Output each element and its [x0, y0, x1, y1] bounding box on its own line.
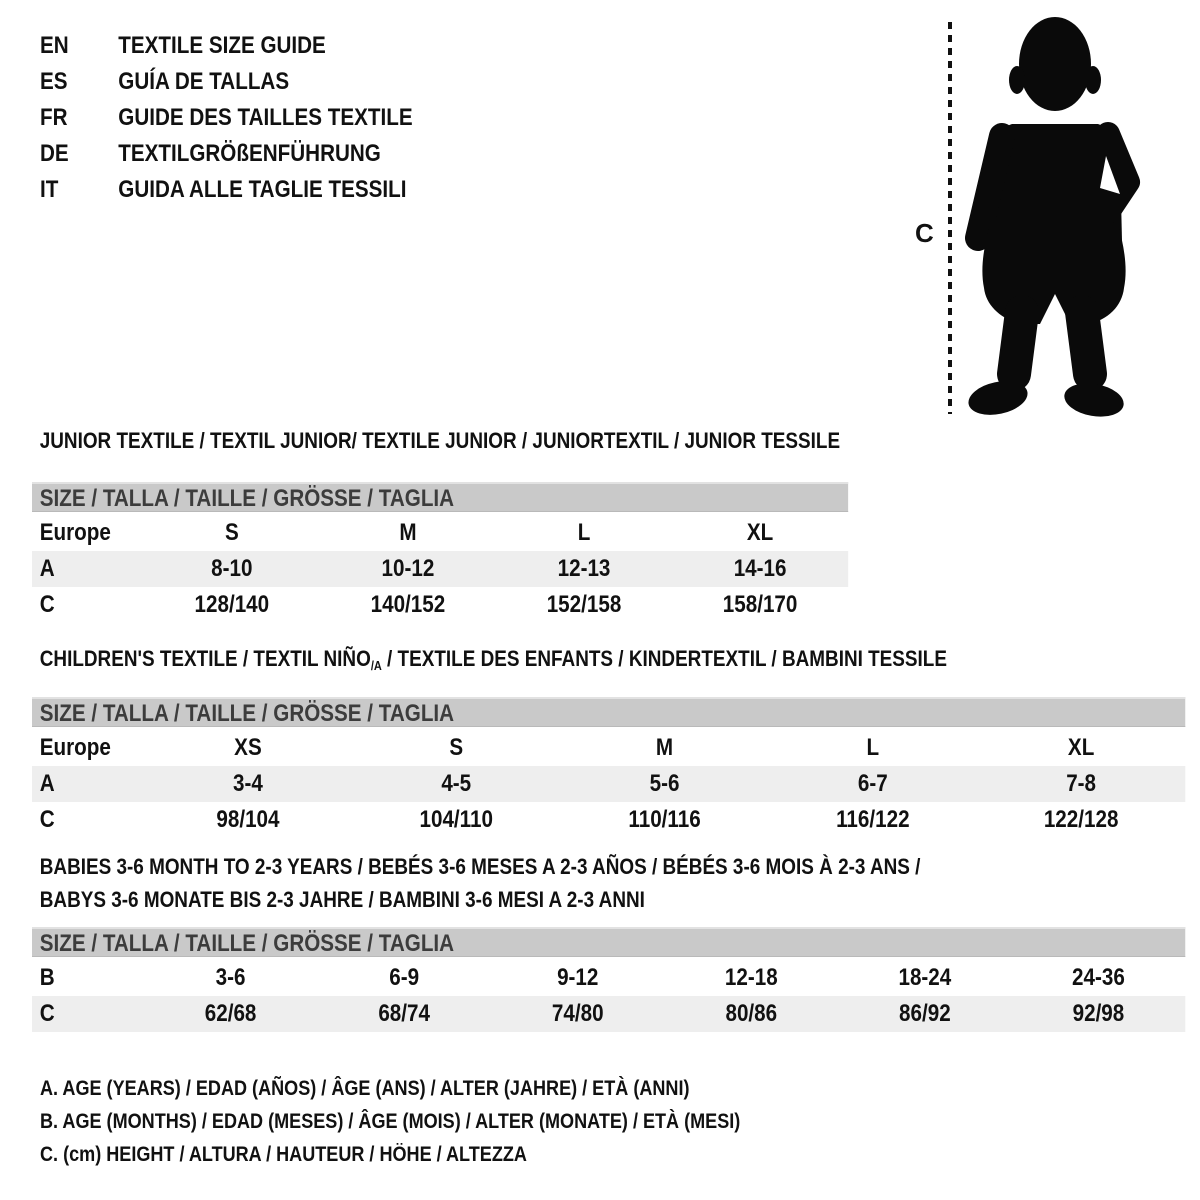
- silhouette-left-leg: [1014, 312, 1022, 374]
- legend-line: B. AGE (MONTHS) / EDAD (MESES) / ÂGE (MOIS) / ALTER (MONATE) / ETÀ (MESI): [40, 1110, 741, 1133]
- language-row: [40, 172, 413, 208]
- size-column-header: XL: [1067, 733, 1095, 761]
- section-babies: [32, 850, 1200, 1032]
- legend-line: A. AGE (YEARS) / EDAD (AÑOS) / ÂGE (ANS) / ALTER (JAHRE) / ETÀ (ANNI): [40, 1077, 690, 1100]
- size-value: 12-18: [724, 964, 778, 991]
- size-value: 3-6: [215, 964, 246, 991]
- section-children: [32, 642, 1200, 838]
- size-value: 18-24: [898, 964, 952, 991]
- language-list: [40, 28, 413, 208]
- section-junior: [32, 424, 981, 623]
- size-value: 68/74: [378, 1000, 430, 1027]
- size-value: 3-4: [233, 769, 263, 797]
- table-row-C: [32, 802, 1185, 838]
- size-value: 92/98: [1072, 1000, 1125, 1027]
- size-value: 128/140: [194, 591, 270, 618]
- table-row-C: [32, 587, 848, 623]
- size-value: 98/104: [216, 805, 280, 833]
- size-value: 152/158: [546, 591, 622, 618]
- language-row: [40, 100, 413, 136]
- size-value: 24-36: [1072, 964, 1125, 991]
- language-code: ES: [40, 68, 68, 95]
- height-dashed-line: [948, 22, 952, 414]
- language-code: DE: [40, 140, 69, 167]
- row-label: A: [39, 769, 55, 797]
- row-label: C: [39, 1000, 55, 1027]
- size-value: 8-10: [211, 555, 253, 582]
- row-label: B: [39, 964, 55, 991]
- size-value: 14-16: [733, 555, 787, 582]
- size-table: [32, 482, 848, 623]
- table-size-header: SIZE / TALLA / TAILLE / GRÖSSE / TAGLIA: [32, 482, 848, 512]
- table-size-header: SIZE / TALLA / TAILLE / GRÖSSE / TAGLIA: [32, 697, 1185, 727]
- section-title: [32, 424, 848, 457]
- language-code: FR: [40, 104, 68, 131]
- table-size-header: SIZE / TALLA / TAILLE / GRÖSSE / TAGLIA: [32, 927, 1185, 957]
- size-column-header: XL: [746, 519, 774, 546]
- title-subscript: /A: [370, 657, 382, 673]
- size-value: 116/122: [836, 805, 910, 833]
- section-title: [32, 642, 1185, 682]
- region-label: Europe: [39, 733, 111, 761]
- size-table: [32, 927, 1185, 1032]
- guide-title: TEXTILGRÖßENFÜHRUNG: [118, 140, 381, 167]
- silhouette-head: [1019, 17, 1091, 111]
- title-text: BABIES 3-6 MONTH TO 2-3 YEARS / BEBÉS 3-6 MESES A 2-3 AÑOS / BÉBÉS 3-6 MOIS À 2-3 ANS /: [39, 854, 921, 879]
- legend-line: C. (cm) HEIGHT / ALTURA / HAUTEUR / HÖHE / ALTEZZA: [40, 1143, 527, 1166]
- size-column-header: M: [399, 519, 417, 546]
- language-code: EN: [40, 32, 69, 59]
- table-columns-row: [32, 515, 848, 551]
- language-code: IT: [40, 176, 59, 203]
- table-row-A: [32, 551, 848, 587]
- legend: [40, 1072, 854, 1171]
- size-value: 9-12: [557, 964, 599, 991]
- size-column-header: XS: [234, 733, 262, 761]
- guide-title: TEXTILE SIZE GUIDE: [118, 32, 326, 59]
- title-text: JUNIOR TEXTILE / TEXTIL JUNIOR/ TEXTILE JUNIOR / JUNIORTEXTIL / JUNIOR TESSILE: [39, 428, 841, 453]
- row-label: A: [39, 555, 55, 582]
- silhouette-right-leg: [1082, 312, 1090, 374]
- language-row: [40, 28, 413, 64]
- size-column-header: L: [577, 519, 591, 546]
- section-title: [32, 883, 1185, 916]
- guide-title: GUIDE DES TAILLES TEXTILE: [118, 104, 413, 131]
- region-label: Europe: [39, 519, 111, 546]
- title-text: BABYS 3-6 MONATE BIS 2-3 JAHRE / BAMBINI 3-6 MESI A 2-3 ANNI: [39, 887, 645, 912]
- size-value: 86/92: [899, 1000, 951, 1027]
- size-value: 6-7: [857, 769, 888, 797]
- toddler-silhouette-icon: [960, 14, 1146, 424]
- size-value: 74/80: [551, 1000, 604, 1027]
- size-value: 4-5: [441, 769, 472, 797]
- size-value: 104/110: [419, 805, 493, 833]
- guide-title: GUÍA DE TALLAS: [118, 68, 290, 95]
- title-text: / TEXTILE DES ENFANTS / KINDERTEXTIL / BAMBINI TESSILE: [381, 646, 947, 671]
- title-text: CHILDREN'S TEXTILE / TEXTIL NIÑO: [39, 646, 371, 671]
- size-column-header: L: [866, 733, 880, 761]
- size-value: 5-6: [649, 769, 680, 797]
- size-column-header: M: [655, 733, 674, 761]
- table-columns-row: [32, 730, 1185, 766]
- guide-title: GUIDA ALLE TAGLIE TESSILI: [118, 176, 407, 203]
- size-value: 12-13: [557, 555, 611, 582]
- size-value: 6-9: [389, 964, 420, 991]
- size-value: 158/170: [722, 591, 798, 618]
- height-measure-label: C: [915, 218, 934, 248]
- size-column-header: S: [449, 733, 464, 761]
- row-label: C: [39, 805, 55, 833]
- section-title: [32, 850, 1185, 883]
- size-value: 62/68: [204, 1000, 257, 1027]
- size-value: 7-8: [1066, 769, 1097, 797]
- size-value: 110/116: [628, 805, 701, 833]
- silhouette-shorts: [982, 224, 1125, 324]
- table-row-B: [32, 960, 1185, 996]
- size-value: 80/86: [725, 1000, 778, 1027]
- table-row-C: [32, 996, 1185, 1032]
- language-row: [40, 136, 413, 172]
- table-row-A: [32, 766, 1185, 802]
- size-value: 140/152: [370, 591, 446, 618]
- size-column-header: S: [224, 519, 239, 546]
- row-label: C: [39, 591, 55, 618]
- silhouette-right-foot: [1062, 379, 1127, 421]
- language-row: [40, 64, 413, 100]
- size-value: 122/128: [1043, 805, 1119, 833]
- size-table: [32, 697, 1185, 838]
- size-value: 10-12: [381, 555, 435, 582]
